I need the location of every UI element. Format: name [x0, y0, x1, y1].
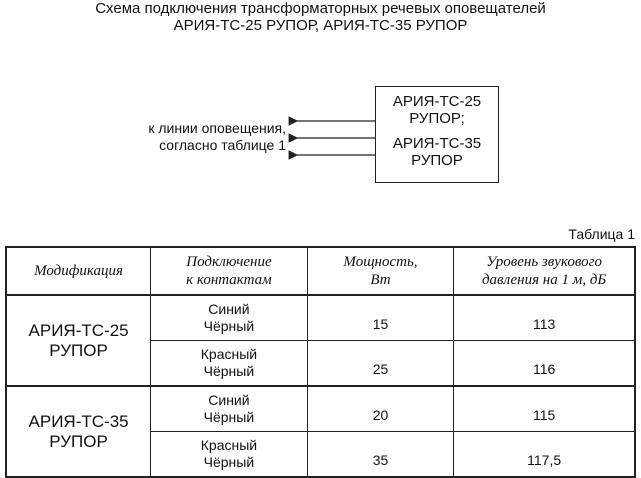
- title-line-2: АРИЯ-ТС-25 РУПОР, АРИЯ-ТС-35 РУПОР: [173, 17, 468, 34]
- connection-cell: Синий Чёрный: [151, 386, 308, 432]
- model-cell: АРИЯ-ТС-25 РУПОР: [6, 295, 151, 386]
- table-header-row: [6, 247, 635, 295]
- device-label-1: АРИЯ-ТС-25: [392, 93, 482, 110]
- header-power: Мощность, Вт: [307, 247, 454, 295]
- level-cell: 117,5: [454, 432, 635, 478]
- line-label-2: согласно таблице 1: [159, 137, 286, 153]
- level-cell: 113: [454, 295, 635, 341]
- wiring-diagram: [0, 0, 641, 200]
- power-cell: 20: [307, 386, 454, 432]
- power-cell: 25: [307, 341, 454, 387]
- header-connection: Подключение к контактам: [151, 247, 308, 295]
- connection-cell: Синий Чёрный: [151, 295, 308, 341]
- device-box: [375, 86, 499, 183]
- device-label-3: АРИЯ-ТС-35: [392, 135, 482, 152]
- spec-table: [5, 246, 636, 478]
- device-label-2: РУПОР;: [409, 110, 465, 127]
- line-label-1: к линии оповещения,: [148, 120, 286, 136]
- model-cell: АРИЯ-ТС-35 РУПОР: [6, 386, 151, 477]
- table-row: [6, 386, 635, 432]
- connection-cell: Красный Чёрный: [151, 432, 308, 478]
- line-label: [100, 120, 286, 154]
- table-caption: Таблица 1: [568, 226, 635, 242]
- power-cell: 15: [307, 295, 454, 341]
- title-line-1: Схема подключения трансформаторных речевых оповещателей: [95, 0, 546, 17]
- header-sound-level: Уровень звукового давления на 1 м, дБ: [454, 247, 635, 295]
- level-cell: 115: [454, 386, 635, 432]
- device-label-4: РУПОР: [411, 152, 463, 169]
- table-row: [6, 295, 635, 341]
- power-cell: 35: [307, 432, 454, 478]
- level-cell: 116: [454, 341, 635, 387]
- connection-cell: Красный Чёрный: [151, 341, 308, 387]
- header-modification: Модификация: [6, 247, 151, 295]
